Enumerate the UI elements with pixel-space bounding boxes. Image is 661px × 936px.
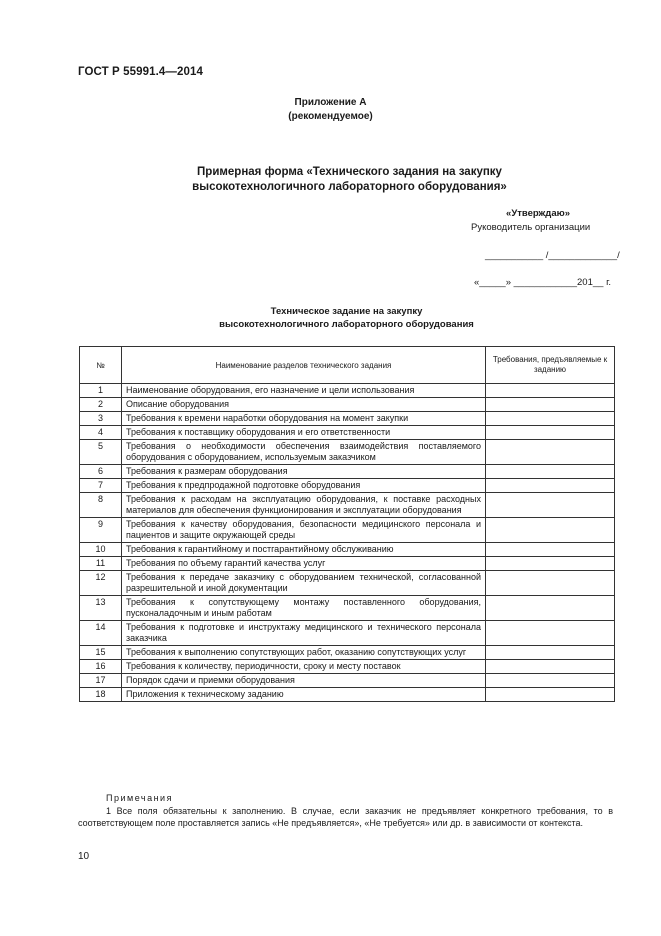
table-row bbox=[80, 398, 615, 412]
row-number: 15 bbox=[80, 646, 122, 660]
row-requirement-cell[interactable] bbox=[486, 398, 615, 412]
row-number: 8 bbox=[80, 493, 122, 518]
row-section-name: Приложения к техническому заданию bbox=[122, 688, 486, 702]
row-requirement-cell[interactable] bbox=[486, 384, 615, 398]
main-title bbox=[0, 165, 661, 195]
table-row bbox=[80, 571, 615, 596]
row-requirement-cell[interactable] bbox=[486, 493, 615, 518]
table-row bbox=[80, 426, 615, 440]
main-title-line-2: высокотехнологичного лабораторного оборудования» bbox=[192, 181, 507, 193]
row-number: 10 bbox=[80, 543, 122, 557]
notes-title: Примечания bbox=[106, 793, 173, 803]
appendix-status: (рекомендуемое) bbox=[288, 111, 373, 122]
approval-role: Руководитель организации bbox=[471, 222, 591, 233]
row-requirement-cell[interactable] bbox=[486, 621, 615, 646]
table-row bbox=[80, 440, 615, 465]
row-number: 5 bbox=[80, 440, 122, 465]
row-section-name: Требования к времени наработки оборудования на момент закупки bbox=[122, 412, 486, 426]
table-row bbox=[80, 384, 615, 398]
row-section-name: Требования к передаче заказчику с оборудованием технической, согласованной разрешительной и иной документации bbox=[122, 571, 486, 596]
date-line: «_____» ____________201__ г. bbox=[474, 277, 612, 288]
row-requirement-cell[interactable] bbox=[486, 479, 615, 493]
row-requirement-cell[interactable] bbox=[486, 688, 615, 702]
main-title-line-1: Примерная форма «Технического задания на закупку bbox=[197, 166, 502, 178]
table-row bbox=[80, 412, 615, 426]
row-section-name: Наименование оборудования, его назначение и цели использования bbox=[122, 384, 486, 398]
header-num: № bbox=[80, 347, 122, 384]
row-number: 17 bbox=[80, 674, 122, 688]
table-row bbox=[80, 660, 615, 674]
spec-subtitle bbox=[0, 305, 661, 331]
appendix-title: Приложение А bbox=[294, 97, 367, 108]
row-number: 6 bbox=[80, 465, 122, 479]
table-row bbox=[80, 674, 615, 688]
row-section-name: Требования к качеству оборудования, безопасности медицинского персонала и пациентов и защите окружающей среды bbox=[122, 518, 486, 543]
approval-heading: «Утверждаю» bbox=[506, 208, 570, 219]
row-number: 1 bbox=[80, 384, 122, 398]
row-requirement-cell[interactable] bbox=[486, 596, 615, 621]
row-section-name: Требования к выполнению сопутствующих работ, оказанию сопутствующих услуг bbox=[122, 646, 486, 660]
row-number: 13 bbox=[80, 596, 122, 621]
row-requirement-cell[interactable] bbox=[486, 674, 615, 688]
table-body bbox=[80, 384, 615, 702]
row-requirement-cell[interactable] bbox=[486, 660, 615, 674]
spec-subtitle-line-1: Техническое задание на закупку bbox=[270, 306, 423, 317]
table-row bbox=[80, 596, 615, 621]
row-section-name: Порядок сдачи и приемки оборудования bbox=[122, 674, 486, 688]
row-requirement-cell[interactable] bbox=[486, 571, 615, 596]
row-section-name: Требования к размерам оборудования bbox=[122, 465, 486, 479]
row-number: 3 bbox=[80, 412, 122, 426]
table-row bbox=[80, 543, 615, 557]
table-row bbox=[80, 621, 615, 646]
table-header-row bbox=[80, 347, 615, 384]
row-number: 14 bbox=[80, 621, 122, 646]
row-section-name: Требования о необходимости обеспечения взаимодействия поставляемого оборудования с оборудованием, используемым заказчиком bbox=[122, 440, 486, 465]
requirements-table bbox=[79, 346, 615, 702]
table-row bbox=[80, 493, 615, 518]
spec-subtitle-line-2: высокотехнологичного лабораторного оборудования bbox=[219, 319, 474, 330]
row-requirement-cell[interactable] bbox=[486, 646, 615, 660]
row-requirement-cell[interactable] bbox=[486, 440, 615, 465]
page-number: 10 bbox=[78, 851, 90, 862]
row-section-name: Требования к количеству, периодичности, сроку и месту поставок bbox=[122, 660, 486, 674]
document-code: ГОСТ Р 55991.4—2014 bbox=[78, 66, 203, 78]
row-requirement-cell[interactable] bbox=[486, 518, 615, 543]
row-requirement-cell[interactable] bbox=[486, 557, 615, 571]
table-row bbox=[80, 465, 615, 479]
row-requirement-cell[interactable] bbox=[486, 543, 615, 557]
header-section-name: Наименование разделов технического задания bbox=[122, 347, 486, 384]
row-section-name: Требования к подготовке и инструктажу медицинского и технического персонала заказчика bbox=[122, 621, 486, 646]
notes-text: 1 Все поля обязательны к заполнению. В случае, если заказчик не предъявляет конкретного требования, то в соответствующем поле проставляется запись «Не предъявляется», «Не требуется» или др. в зависимости от контекста. bbox=[78, 806, 613, 828]
row-section-name: Требования по объему гарантий качества услуг bbox=[122, 557, 486, 571]
row-number: 16 bbox=[80, 660, 122, 674]
row-requirement-cell[interactable] bbox=[486, 426, 615, 440]
row-requirement-cell[interactable] bbox=[486, 465, 615, 479]
row-section-name: Требования к расходам на эксплуатацию оборудования, к поставке расходных материалов для обеспечения функционирования и эксплуатации оборудования bbox=[122, 493, 486, 518]
row-number: 18 bbox=[80, 688, 122, 702]
row-section-name: Требования к поставщику оборудования и его ответственности bbox=[122, 426, 486, 440]
table-row bbox=[80, 688, 615, 702]
row-requirement-cell[interactable] bbox=[486, 412, 615, 426]
row-number: 11 bbox=[80, 557, 122, 571]
row-number: 9 bbox=[80, 518, 122, 543]
row-number: 4 bbox=[80, 426, 122, 440]
signature-line: ___________ /_____________/ bbox=[485, 250, 620, 261]
header-requirements: Требования, предъявляемые к заданию bbox=[486, 347, 615, 384]
row-section-name: Требования к предпродажной подготовке оборудования bbox=[122, 479, 486, 493]
table-row bbox=[80, 518, 615, 543]
row-section-name: Требования к гарантийному и постгарантийному обслуживанию bbox=[122, 543, 486, 557]
table-row bbox=[80, 557, 615, 571]
row-number: 2 bbox=[80, 398, 122, 412]
row-number: 7 bbox=[80, 479, 122, 493]
row-section-name: Требования к сопутствующему монтажу поставленного оборудования, пусконаладочным и иным работам bbox=[122, 596, 486, 621]
row-section-name: Описание оборудования bbox=[122, 398, 486, 412]
table-row bbox=[80, 479, 615, 493]
row-number: 12 bbox=[80, 571, 122, 596]
table-row bbox=[80, 646, 615, 660]
